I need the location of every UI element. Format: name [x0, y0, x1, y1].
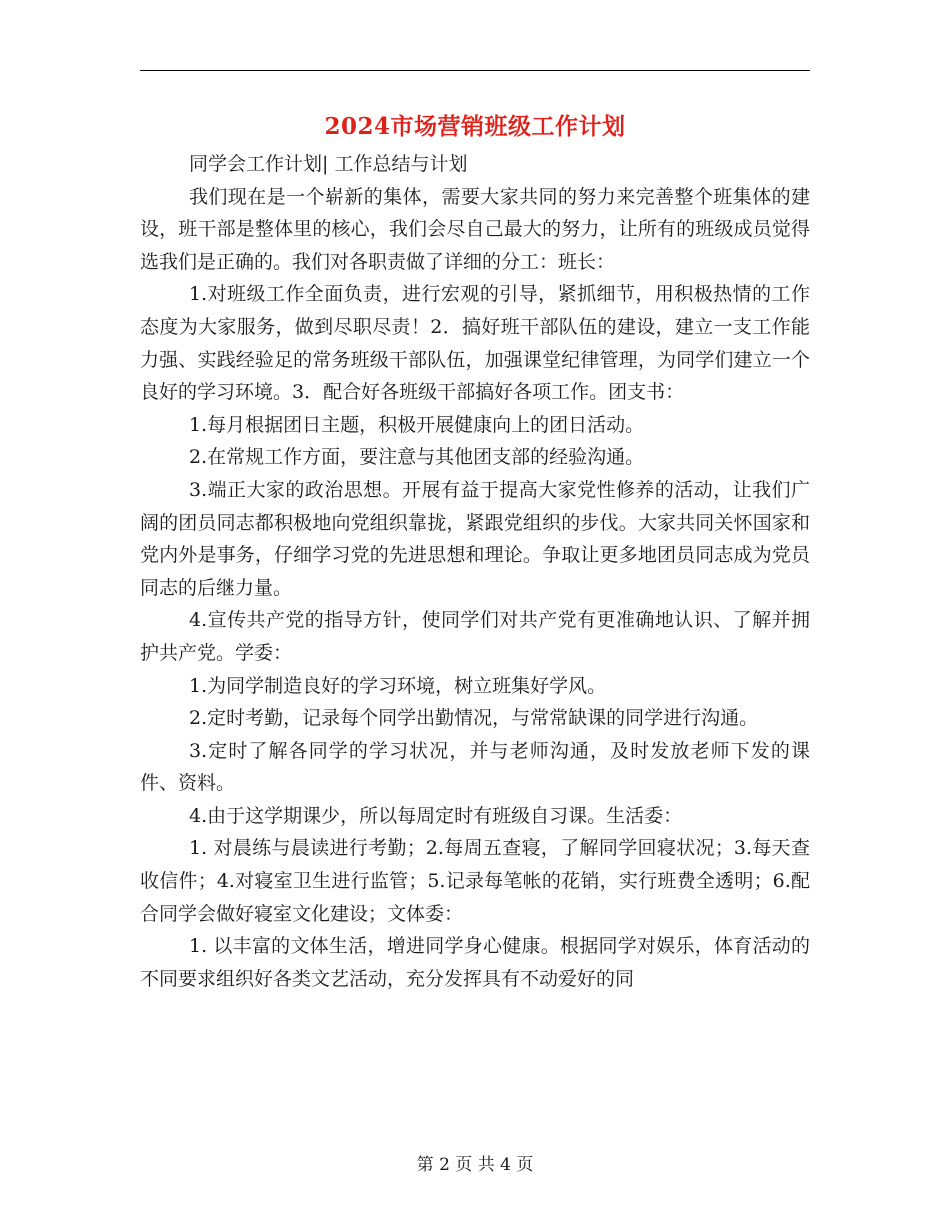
paragraph-2: 我们现在是一个崭新的集体，需要大家共同的努力来完善整个班集体的建设，班干部是整体里的核心，我们会尽自己最大的努力，让所有的班级成员觉得选我们是正确的。我们对各职责做了详细的分工：班长：	[140, 185, 810, 273]
paragraph-10: 3.定时了解各同学的学习状况，并与老师沟通，及时发放老师下发的课件、资料。	[140, 739, 810, 795]
paragraph-3: 1.对班级工作全面负责，进行宏观的引导，紧抓细节，用积极热情的工作态度为大家服务，做到尽职尽责！2．搞好班干部队伍的建设，建立一支工作能力强、实践经验足的常务班级干部队伍，加强课堂纪律管理，为同学们建立一个良好的学习环境。3．配合好各班级干部搞好各项工作。团支书：	[140, 283, 810, 404]
paragraph-13: 1. 以丰富的文体生活，增进同学身心健康。根据同学对娱乐，体育活动的不同要求组织好各类文艺活动，充分发挥具有不动爱好的同	[140, 935, 810, 990]
paragraph-4: 1.每月根据团日主题，积极开展健康向上的团日活动。	[189, 413, 645, 436]
paragraph-9: 2.定时考勤，记录每个同学出勤情况，与常常缺课的同学进行沟通。	[189, 707, 759, 730]
paragraph-11: 4.由于这学期课少，所以每周定时有班级自习课。生活委：	[189, 804, 683, 827]
paragraph-8: 1.为同学制造良好的学习环境，树立班集好学风。	[189, 674, 607, 697]
page-footer: 第 2 页 共 4 页	[416, 1155, 534, 1175]
paragraph-5: 2.在常规工作方面，要注意与其他团支部的经验沟通。	[189, 446, 645, 469]
paragraph-6: 3.端正大家的政治思想。开展有益于提高大家党性修养的活动，让我们广阔的团员同志都积极地向党组织靠拢，紧跟党组织的步伐。大家共同关怀国家和党内外是事务，仔细学习党的先进思想和理论。争取让更多地团员同志成为党员同志的后继力量。	[140, 478, 810, 599]
paragraph-12: 1. 对晨练与晨读进行考勤；2.每周五查寝，了解同学回寝状况；3.每天查收信件；4.对寝室卫生进行监管；5.记录每笔帐的花销，实行班费全透明；6.配合同学会做好寝室文化建设；文体委：	[140, 837, 810, 925]
document-body	[140, 148, 810, 995]
document-title: 2024市场营销班级工作计划	[324, 113, 626, 140]
paragraph-1: 同学会工作计划| 工作总结与计划	[189, 153, 468, 175]
header-rule	[140, 70, 810, 71]
paragraph-7: 4.宣传共产党的指导方针，使同学们对共产党有更准确地认识、了解并拥护共产党。学委：	[140, 609, 810, 664]
